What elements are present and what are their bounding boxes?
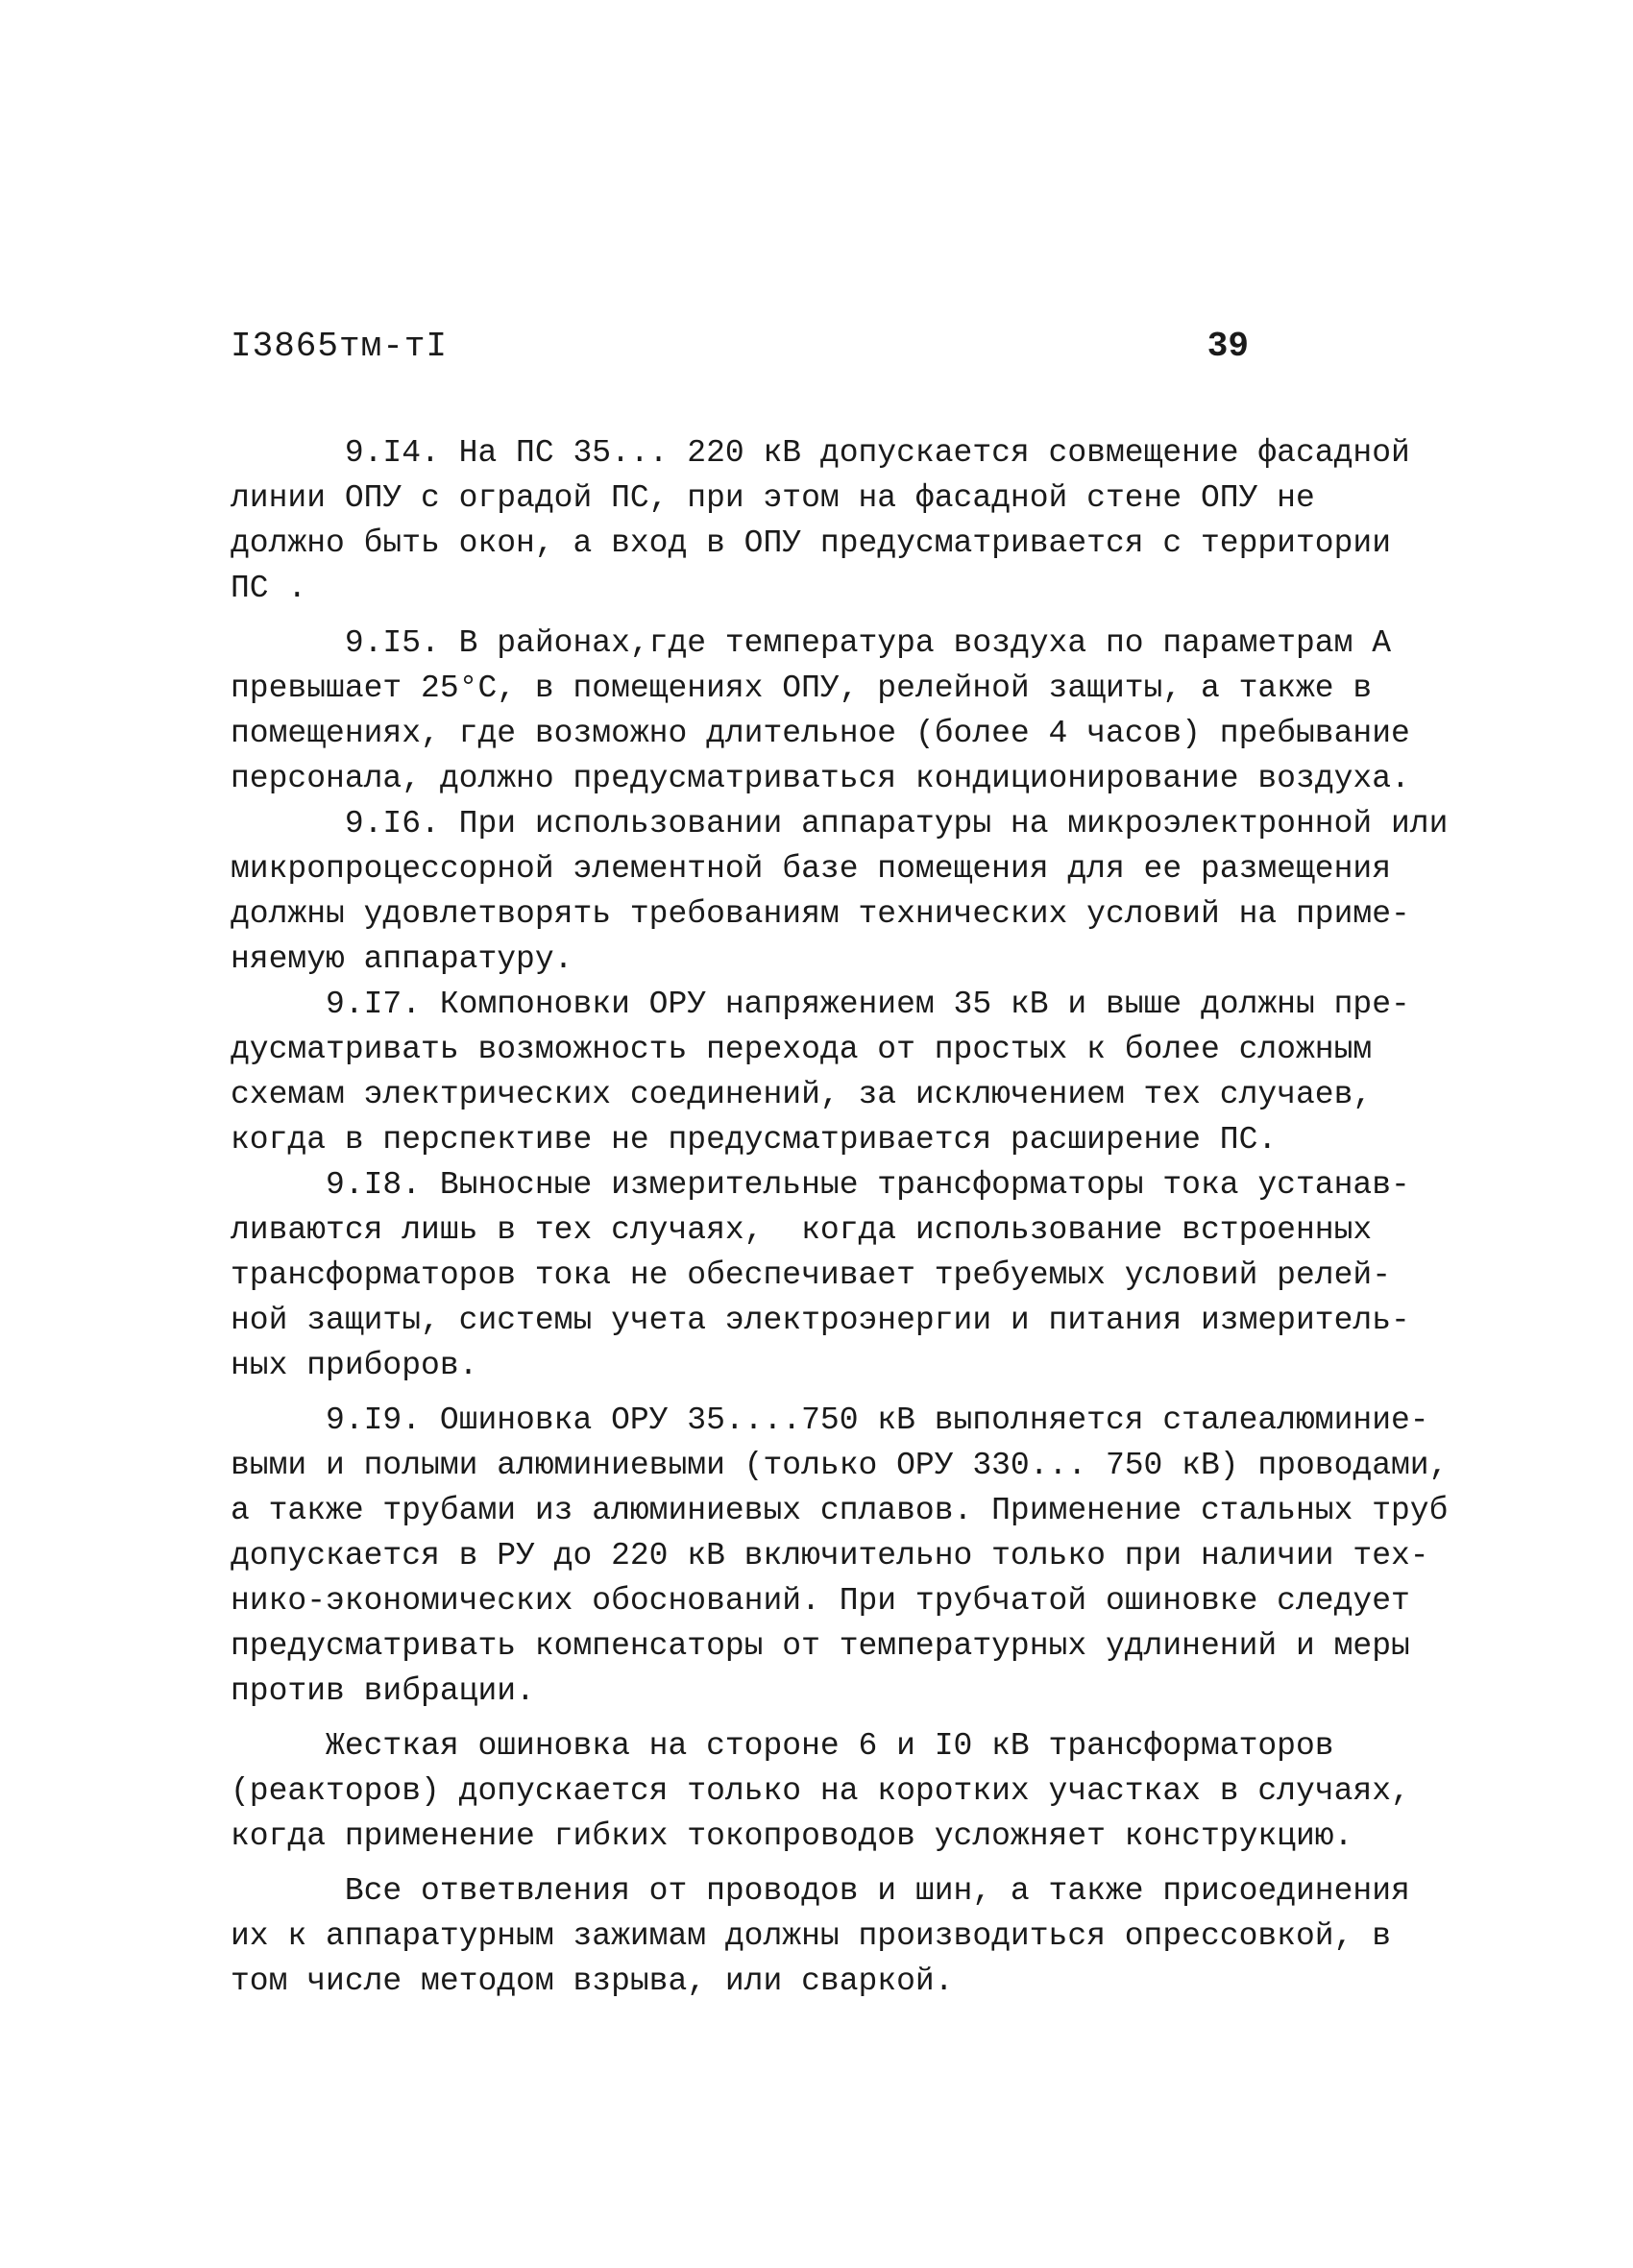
text-line: их к аппаратурным зажимам должны производиться опрессовкой, в — [231, 1918, 1391, 1954]
text-line: выми и полыми алюминиевыми (только ОРУ 330... 750 кВ) проводами, — [231, 1448, 1449, 1483]
paragraph-9-15 — [231, 621, 1410, 801]
paragraph-branch-connections — [231, 1868, 1410, 2004]
page-number: 39 — [1206, 327, 1249, 366]
text-line: Все ответвления от проводов и шин, а также присоединения — [231, 1873, 1410, 1909]
body-text — [231, 430, 1449, 2004]
text-line: 9.I7. Компоновки ОРУ напряжением 35 кВ и выше должны пре- — [231, 987, 1410, 1022]
text-line: схемам электрических соединений, за исключением тех случаев, — [231, 1077, 1373, 1112]
text-line: Жесткая ошиновка на стороне 6 и I0 кВ трансформаторов — [231, 1728, 1334, 1764]
text-line: 9.I9. Ошиновка ОРУ 35....750 кВ выполняется сталеалюминие- — [231, 1402, 1429, 1438]
text-line: ных приборов. — [231, 1348, 478, 1383]
text-line: 9.I4. На ПС 35... 220 кВ допускается совмещение фасадной — [231, 435, 1410, 471]
text-line: 9.I6. При использовании аппаратуры на микроэлектронной или — [231, 806, 1449, 841]
text-line: нико-экономических обоснований. При трубчатой ошиновке следует — [231, 1583, 1410, 1619]
text-line: 9.I8. Выносные измерительные трансформаторы тока устанав- — [231, 1167, 1410, 1203]
text-line: должны удовлетворять требованиям технических условий на приме- — [231, 896, 1410, 932]
text-line: против вибрации. — [231, 1673, 535, 1709]
text-line: трансформаторов тока не обеспечивает требуемых условий релей- — [231, 1257, 1391, 1293]
text-line: когда применение гибких токопроводов усложняет конструкцию. — [231, 1818, 1353, 1854]
paragraph-9-18 — [231, 1162, 1410, 1388]
text-line: превышает 25°С, в помещениях ОПУ, релейной защиты, а также в — [231, 671, 1373, 706]
document-code: I3865тм-тI — [231, 327, 449, 366]
text-line: дусматривать возможность перехода от простых к более сложным — [231, 1032, 1373, 1067]
text-line: том числе методом взрыва, или сваркой. — [231, 1963, 954, 1999]
text-line: персонала, должно предусматриваться кондиционирование воздуха. — [231, 761, 1410, 796]
text-line: няемую аппаратуру. — [231, 941, 573, 977]
paragraph-9-16 — [231, 801, 1449, 982]
text-line: допускается в РУ до 220 кВ включительно только при наличии тех- — [231, 1538, 1429, 1573]
text-line: микропроцессорной элементной базе помещения для ее размещения — [231, 851, 1391, 887]
text-line: линии ОПУ с оградой ПС, при этом на фасадной стене ОПУ не — [231, 480, 1315, 516]
text-line: помещениях, где возможно длительное (более 4 часов) пребывание — [231, 716, 1410, 751]
text-line: ливаются лишь в тех случаях, когда использование встроенных — [231, 1212, 1373, 1248]
text-line: должно быть окон, а вход в ОПУ предусматривается с территории — [231, 525, 1391, 561]
text-line: (реакторов) допускается только на коротких участках в случаях, — [231, 1773, 1410, 1809]
paragraph-rigid-busbar — [231, 1723, 1410, 1859]
page-header — [231, 327, 1249, 384]
paragraph-9-17 — [231, 982, 1410, 1162]
text-line: а также трубами из алюминиевых сплавов. Применение стальных труб — [231, 1493, 1449, 1528]
text-line: 9.I5. В районах,где температура воздуха по параметрам А — [231, 625, 1391, 661]
text-line: когда в перспективе не предусматривается расширение ПС. — [231, 1122, 1278, 1158]
text-line: ной защиты, системы учета электроэнергии и питания измеритель- — [231, 1303, 1410, 1338]
paragraph-9-14 — [231, 430, 1410, 611]
text-line: предусматривать компенсаторы от температурных удлинений и меры — [231, 1628, 1410, 1664]
text-line: ПС . — [231, 571, 307, 606]
paragraph-9-19 — [231, 1398, 1449, 1714]
